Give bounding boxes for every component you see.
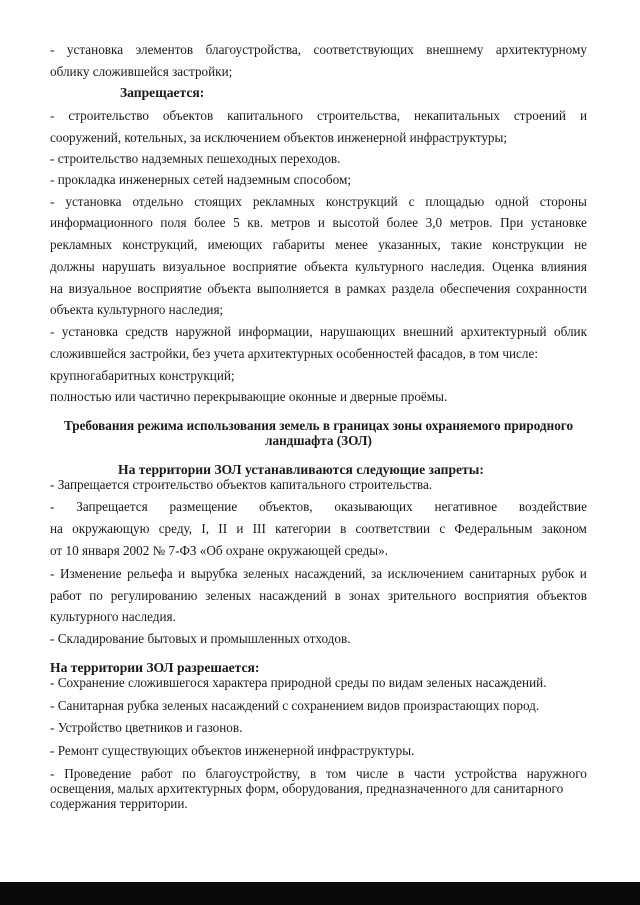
word: строительство xyxy=(68,108,149,123)
word: - xyxy=(50,108,55,123)
word: на xyxy=(50,521,63,536)
word: культурного xyxy=(355,259,424,274)
text-line: сооружений, котельных, за исключением объектов инженерной инфраструктуры; xyxy=(50,130,508,145)
word: раздела xyxy=(391,281,435,296)
word: благоустройства, xyxy=(205,42,302,57)
prohibited-heading: Запрещается: xyxy=(120,85,205,100)
word: зеленых xyxy=(205,588,252,603)
bullet-line xyxy=(50,42,587,58)
word: объекта xyxy=(304,259,348,274)
word: за xyxy=(371,566,383,581)
section-title: ландшафта (ЗОЛ) xyxy=(265,433,372,448)
word: - xyxy=(50,499,55,514)
word: и xyxy=(178,566,186,581)
zol-prohibitions-heading: На территории ЗОЛ устанавливаются следующие запреты: xyxy=(118,462,484,477)
word: II xyxy=(218,521,228,536)
word: средств xyxy=(125,324,169,339)
word: восприятие xyxy=(232,259,298,274)
word: капитального xyxy=(227,108,303,123)
word: строительства, xyxy=(316,108,400,123)
word: выполняется xyxy=(256,281,329,296)
text-line: объекта культурного наследия; xyxy=(50,302,224,317)
word: устройства xyxy=(454,766,517,781)
word: нарушать xyxy=(101,259,156,274)
word: окружающую xyxy=(72,521,150,536)
bullet-line: - Устройство цветников и газонов. xyxy=(50,720,243,735)
word: визуальное xyxy=(68,281,132,296)
word: архитектурному xyxy=(495,42,587,57)
word: влияния xyxy=(540,259,587,274)
word: объектов xyxy=(536,588,587,603)
word: зеленых xyxy=(243,566,290,581)
word: площадью xyxy=(425,194,485,209)
word: насаждений xyxy=(259,588,327,603)
word: рекламных xyxy=(50,237,113,252)
word: внешний xyxy=(403,324,454,339)
bullet-line xyxy=(50,194,587,210)
text-line xyxy=(50,215,587,231)
word: работ xyxy=(141,766,173,781)
word: негативное xyxy=(434,499,498,514)
word: работ xyxy=(50,588,82,603)
word: насаждений, xyxy=(294,566,366,581)
word: установка xyxy=(66,42,124,57)
word: - xyxy=(50,42,55,57)
word: более xyxy=(386,215,419,230)
word: обеспечения xyxy=(439,281,511,296)
word: установка xyxy=(61,324,118,339)
word: Изменение xyxy=(59,566,122,581)
text-line xyxy=(50,237,587,253)
word: строений xyxy=(513,108,566,123)
word: указанных, xyxy=(378,237,441,252)
word: установке xyxy=(530,215,587,230)
word: конструкций, xyxy=(122,237,198,252)
word: визуальное xyxy=(162,259,226,274)
word: с xyxy=(408,194,415,209)
word: Запрещается xyxy=(76,499,148,514)
word: I, xyxy=(201,521,210,536)
text-line: полностью или частично перекрывающие оконные и дверные проёмы. xyxy=(50,389,448,404)
word: метров. xyxy=(449,215,493,230)
word: Оценка xyxy=(492,259,534,274)
word: информации, xyxy=(238,324,313,339)
section-title: Требования режима использования земель в границах зоны охраняемого природного xyxy=(63,418,574,433)
word: не xyxy=(574,237,587,252)
text-line xyxy=(50,588,587,604)
word: сохранности xyxy=(516,281,587,296)
scan-bottom-edge xyxy=(0,882,640,905)
bullet-line: - Сохранение сложившегося характера природной среды по видам зеленых насаждений. xyxy=(50,675,547,690)
word: оказывающих xyxy=(334,499,413,514)
word: воздействие xyxy=(518,499,587,514)
word: зрительного xyxy=(387,588,457,603)
bullet-line xyxy=(50,108,587,124)
word: законом xyxy=(541,521,587,536)
word: по xyxy=(89,588,103,603)
bullet-line: - Санитарная рубка зеленых насаждений с сохранением видов произрастающих пород. xyxy=(50,698,540,713)
text-line: культурного наследия. xyxy=(50,609,176,624)
word: восприятие xyxy=(137,281,202,296)
word: вырубка xyxy=(190,566,238,581)
word: объекта xyxy=(207,281,252,296)
word: облик xyxy=(553,324,587,339)
word: элементов xyxy=(135,42,194,57)
bullet-line xyxy=(50,499,587,515)
word: и xyxy=(317,215,325,230)
word: наследия. xyxy=(430,259,485,274)
text-line: сложившейся застройки, без учета архитектурных особенностей фасадов, в том числе: xyxy=(50,346,539,361)
bullet-line: - Ремонт существующих объектов инженерной инфраструктуры. xyxy=(50,743,415,758)
word: наружной xyxy=(175,324,232,339)
word: При xyxy=(500,215,524,230)
word: рельефа xyxy=(127,566,173,581)
bullet-line: - Запрещается строительство объектов капитального строительства. xyxy=(50,477,433,492)
word: и xyxy=(579,108,587,123)
word: поля xyxy=(160,215,187,230)
word: менее xyxy=(334,237,368,252)
text-line xyxy=(50,521,587,537)
word: установка xyxy=(65,194,122,209)
text-line: облику сложившейся застройки; xyxy=(50,64,233,79)
word: рекламных xyxy=(252,194,315,209)
text-line: освещения, малых архитектурных форм, оборудования, предназначенного для санитарного xyxy=(50,781,564,796)
word: в xyxy=(334,281,341,296)
word: конструкции xyxy=(492,237,564,252)
word: регулированию xyxy=(110,588,198,603)
word: исключением xyxy=(387,566,464,581)
word: соответствующих xyxy=(313,42,414,57)
word: нарушающих xyxy=(320,324,396,339)
word: метров xyxy=(270,215,311,230)
text-line xyxy=(50,281,587,297)
word: - xyxy=(50,566,55,581)
word: благоустройству, xyxy=(205,766,301,781)
word: восприятия xyxy=(464,588,529,603)
word: числе xyxy=(356,766,389,781)
word: стоящих xyxy=(194,194,242,209)
word: санитарных xyxy=(469,566,537,581)
text-line xyxy=(50,259,587,275)
word: категории xyxy=(275,521,331,536)
word: должны xyxy=(50,259,95,274)
word: в xyxy=(340,521,347,536)
word: 5 xyxy=(233,215,240,230)
bullet-line: - прокладка инженерных сетей надземным способом; xyxy=(50,172,351,187)
word: Проведение xyxy=(64,766,132,781)
zol-permitted-heading: На территории ЗОЛ разрешается: xyxy=(50,660,260,675)
word: на xyxy=(50,281,63,296)
word: рубок xyxy=(541,566,575,581)
word: и xyxy=(579,566,587,581)
word: части xyxy=(413,766,445,781)
word: - xyxy=(50,324,55,339)
bullet-line xyxy=(50,766,587,782)
word: по xyxy=(182,766,196,781)
word: размещение xyxy=(169,499,238,514)
word: архитектурный xyxy=(460,324,547,339)
word: в xyxy=(334,588,341,603)
word: III xyxy=(252,521,266,536)
word: одной xyxy=(495,194,529,209)
word: в xyxy=(309,766,317,781)
word: наружного xyxy=(526,766,587,781)
word: с xyxy=(439,521,446,536)
word: - xyxy=(50,194,55,209)
word: том xyxy=(325,766,347,781)
word: - xyxy=(50,766,55,781)
word: некапитальных xyxy=(413,108,500,123)
word: габариты xyxy=(272,237,325,252)
bullet-line: - Складирование бытовых и промышленных отходов. xyxy=(50,631,351,646)
word: в xyxy=(397,766,405,781)
word: объектов, xyxy=(259,499,313,514)
word: стороны xyxy=(539,194,587,209)
word: внешнему xyxy=(426,42,484,57)
text-line: от 10 января 2002 № 7-ФЗ «Об охране окружающей среды». xyxy=(50,543,389,558)
word: более xyxy=(194,215,226,230)
word: рамках xyxy=(346,281,386,296)
word: 3,0 xyxy=(425,215,443,230)
word: объектов xyxy=(162,108,214,123)
word: конструкций xyxy=(325,194,398,209)
word: кв. xyxy=(247,215,264,230)
text-line: содержания территории. xyxy=(50,796,188,811)
text-line: крупногабаритных конструкций; xyxy=(50,368,235,383)
word: Федеральным xyxy=(454,521,533,536)
word: зонах xyxy=(348,588,381,603)
word: среду, xyxy=(158,521,193,536)
word: такие xyxy=(450,237,482,252)
word: отдельно xyxy=(132,194,184,209)
word: высотой xyxy=(332,215,380,230)
word: соответствии xyxy=(355,521,431,536)
word: имеющих xyxy=(207,237,263,252)
bullet-line xyxy=(50,324,587,340)
bullet-line: - строительство надземных пешеходных переходов. xyxy=(50,151,341,166)
word: информационного xyxy=(50,215,153,230)
bullet-line xyxy=(50,566,587,582)
word: и xyxy=(236,521,244,536)
